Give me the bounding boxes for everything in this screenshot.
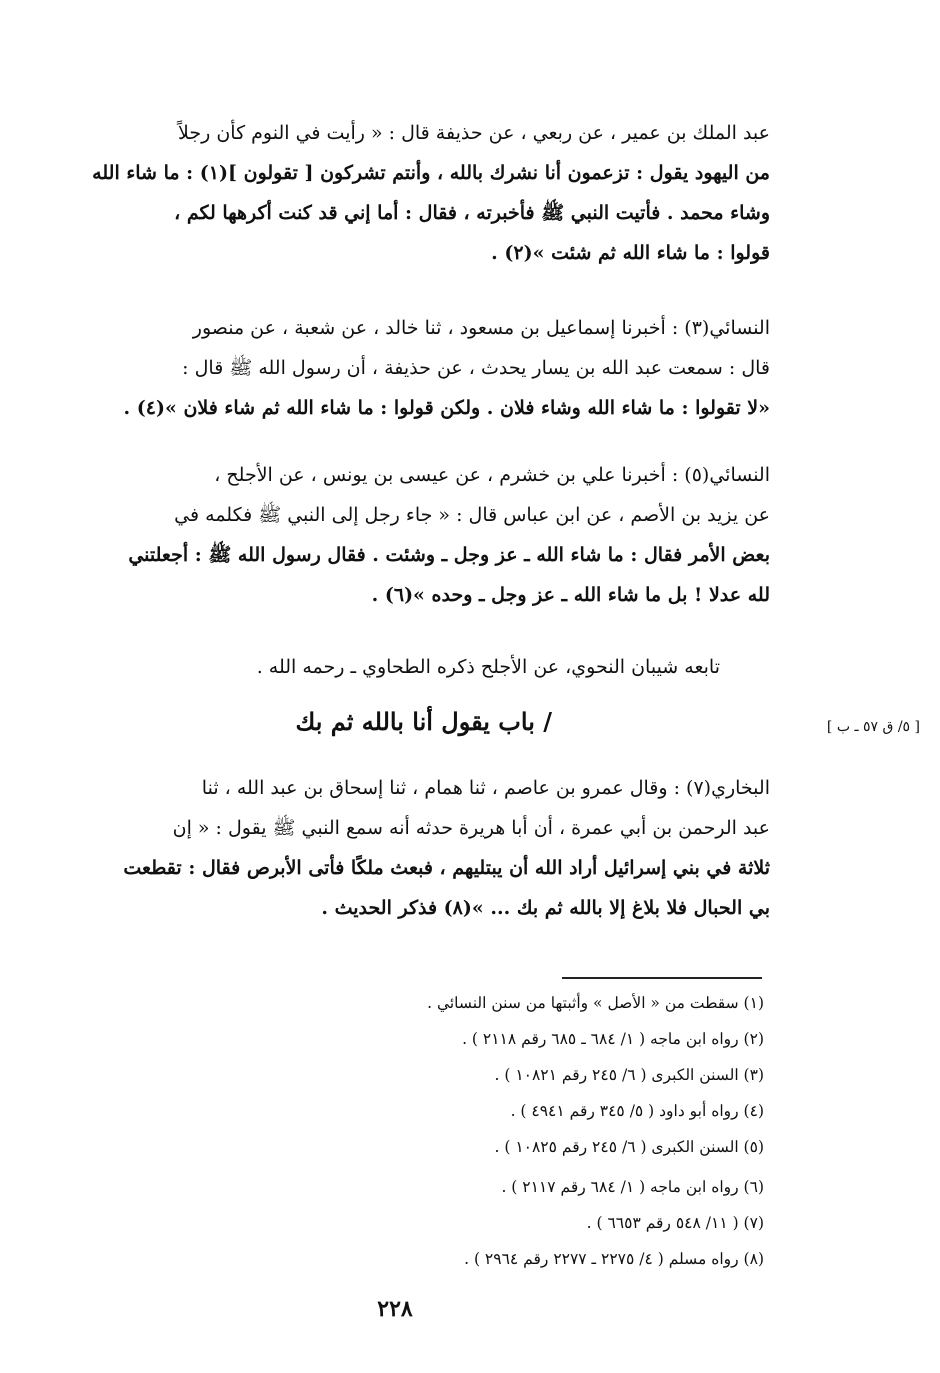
footnote: (٥) السنن الكبرى ( ٦/ ٢٤٥ رقم ١٠٨٢٥ ) .	[494, 1138, 764, 1156]
footnote: (٣) السنن الكبرى ( ٦/ ٢٤٥ رقم ١٠٨٢١ ) .	[494, 1066, 764, 1084]
text-line: وشاء محمد . فأتيت النبي ﷺ فأخبرته ، فقال : أما إني قد كنت أكرهها لكم ،	[174, 202, 770, 224]
text-line: تابعه شيبان النحوي، عن الأجلح ذكره الطحاوي ـ رحمه الله .	[256, 656, 720, 678]
footnote: (٧) ( ١١/ ٥٤٨ رقم ٦٦٥٣ ) .	[586, 1214, 764, 1232]
text-line: «لا تقولوا : ما شاء الله وشاء فلان . ولكن قولوا : ما شاء الله ثم شاء فلان »(٤) .	[123, 397, 770, 419]
text-line: بي الحبال فلا بلاغ إلا بالله ثم بك ... »(٨) فذكر الحديث .	[321, 897, 770, 919]
text-line: قولوا : ما شاء الله ثم شئت »(٢) .	[491, 242, 770, 264]
text-line: من اليهود يقول : تزعمون أنا نشرك بالله ، وأنتم تشركون [ تقولون ](١) : ما شاء الله	[92, 162, 770, 184]
paragraph-note	[160, 654, 720, 680]
footnote-separator	[562, 977, 762, 979]
manuscript-folio-note: [ ٥/ ق ٥٧ ـ ب ]	[826, 719, 920, 735]
text-line: النسائي(٥) : أخبرنا علي بن خشرم ، عن عيسى بن يونس ، عن الأجلح ،	[214, 464, 770, 486]
footnote: (٤) رواه أبو داود ( ٥/ ٣٤٥ رقم ٤٩٤١ ) .	[510, 1102, 764, 1120]
text-line: ثلاثة في بني إسرائيل أراد الله أن يبتليهم ، فبعث ملكًا فأتى الأبرص فقال : تقطعت	[123, 857, 770, 879]
paragraph-nasai-1	[123, 315, 770, 421]
footnote: (١) سقطت من « الأصل » وأثبتها من سنن النسائي .	[427, 994, 764, 1012]
text-line: بعض الأمر فقال : ما شاء الله ـ عز وجل ـ وشئت . فقال رسول الله ﷺ : أجعلتني	[128, 544, 770, 566]
text-line: البخاري(٧) : وقال عمرو بن عاصم ، ثنا همام ، ثنا إسحاق بن عبد الله ، ثنا	[201, 777, 770, 799]
text-line: عن يزيد بن الأصم ، عن ابن عباس قال : « جاء رجل إلى النبي ﷺ فكلمه في	[174, 504, 770, 526]
paragraph-bukhari	[123, 775, 770, 921]
paragraph-hadith-1	[92, 120, 770, 266]
chapter-heading: / باب يقول أنا بالله ثم بك	[295, 707, 552, 736]
footnote: (٦) رواه ابن ماجه ( ١/ ٦٨٤ رقم ٢١١٧ ) .	[501, 1178, 764, 1196]
text-line: عبد الملك بن عمير ، عن ربعي ، عن حذيفة قال : « رأيت في النوم كأن رجلاً	[178, 122, 770, 144]
text-line: النسائي(٣) : أخبرنا إسماعيل بن مسعود ، ثنا خالد ، عن شعبة ، عن منصور	[192, 317, 770, 339]
paragraph-nasai-2	[128, 462, 770, 608]
text-line: لله عدلا ! بل ما شاء الله ـ عز وجل ـ وحده »(٦) .	[371, 584, 770, 606]
footnote: (٨) رواه مسلم ( ٤/ ٢٢٧٥ ـ ٢٢٧٧ رقم ٢٩٦٤ ) .	[464, 1250, 764, 1268]
footnote: (٢) رواه ابن ماجه ( ١/ ٦٨٤ ـ ٦٨٥ رقم ٢١١٨ ) .	[462, 1030, 764, 1048]
text-line: قال : سمعت عبد الله بن يسار يحدث ، عن حذيفة ، أن رسول الله ﷺ قال :	[182, 357, 770, 379]
page-number: ٢٢٨	[377, 1296, 413, 1322]
text-line: عبد الرحمن بن أبي عمرة ، أن أبا هريرة حدثه أنه سمع النبي ﷺ يقول : « إن	[172, 817, 770, 839]
